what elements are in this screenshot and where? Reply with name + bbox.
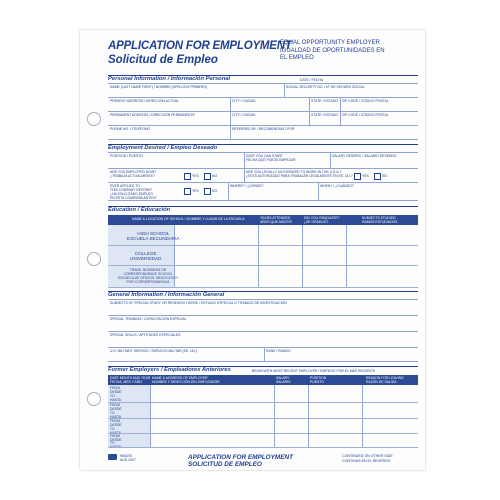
present-address-label: PRESENT ADDRESS / DIRECCIÓN ACTUAL <box>110 99 180 103</box>
to-label: TO HASTA <box>110 441 122 449</box>
zip-label: ZIP CODE / CÓDIGO POSTAL <box>342 99 389 103</box>
name-field[interactable] <box>108 97 418 98</box>
position-field[interactable] <box>108 168 418 169</box>
binder-hole <box>87 392 101 406</box>
to-label: TO HASTA <box>110 394 122 402</box>
employer-row[interactable] <box>108 418 418 419</box>
former-employers-instruction: BEGIN WITH MOST RECENT EMPLOYER / EMPIECE POR EL MÁS RECIENTE <box>252 369 376 373</box>
legal-no-checkbox[interactable] <box>374 173 381 180</box>
position-label: POSITION / PUESTO <box>110 154 143 158</box>
college-row-label: COLLEGE UNIVERSIDAD <box>130 251 162 262</box>
present-address-field[interactable] <box>108 111 418 112</box>
employer-row[interactable] <box>108 447 418 448</box>
employed-now-label: ARE YOU EMPLOYED NOW? ¿TRABAJA ACTUALMENTE? <box>110 170 157 178</box>
name-label: NAME (LAST NAME FIRST) / NOMBRE (APELLIDO PRIMERO) <box>110 85 208 89</box>
employer-row[interactable] <box>108 402 418 403</box>
general-info-heading: General Information / Información General <box>108 292 225 298</box>
where-label: WHERE? / ¿DÓNDE? <box>230 184 264 188</box>
special-study-label: SUBJECTS OF SPECIAL STUDY OR RESEARCH WORK / ESTUDIO ESPECIAL O TRABAJO DE INVESTIGACIÓN <box>110 301 287 305</box>
military-service-field[interactable] <box>108 361 418 362</box>
from-label: FROM DESDE <box>110 386 122 394</box>
employed-yes-checkbox[interactable] <box>184 173 191 180</box>
footer-title-english: APPLICATION FOR EMPLOYMENT <box>188 454 293 461</box>
to-label: TO HASTA <box>110 427 122 435</box>
education-row[interactable] <box>108 265 418 266</box>
binder-hole <box>87 252 101 266</box>
rank-label: RANK / RANGO <box>266 349 291 353</box>
city-label: CITY / CIUDAD <box>232 99 256 103</box>
applied-no-checkbox[interactable] <box>204 188 211 195</box>
ssn-label: SOCIAL SECURITY NO. / N° DE SEGURO SOCIAL <box>286 85 365 89</box>
form-title-spanish: Solicitud de Empleo <box>108 54 218 66</box>
binder-hole <box>87 112 101 126</box>
employment-desired-heading: Employment Desired / Empleo Deseado <box>108 145 218 151</box>
trade-school-row-label: TRADE, BUSINESS OR CORRESPONDENCE SCHOOL ESCUELA DE OFICIOS, NEGOCIOS O POR CORRESPONDENCIA <box>118 268 178 284</box>
special-study-field[interactable] <box>108 315 418 316</box>
employed-no-checkbox[interactable] <box>204 173 211 180</box>
education-table-header: NAME & LOCATION OF SCHOOL / NOMBRE Y LUGAR DE LA ESCUELA YEARS ATTENDED AÑOS QUE ASISTIÓ DID YOU GRADUATE? ¿SE GRADUÓ? SUBJECTS STUDIED RAMOS ESTUDIADOS <box>108 215 418 225</box>
applied-yes-checkbox[interactable] <box>184 188 191 195</box>
application-form-page: APPLICATION FOR EMPLOYMENT Solicitud de Empleo EQUAL OPPORTUNITY EMPLOYER IGUALDAD DE OPORTUNIDADES EN EL EMPLEO Personal Information / Información Personal DATE / FECHA NAME (LAST NAME FIRST) / NOMBRE (APELLIDO PRIMERO) SOCIAL SECURITY NO. / N° DE SEGURO SOCIAL PRESENT ADDRESS / DIRECCIÓN ACTUAL CITY / CIUDAD STATE / ESTADO ZIP CODE / CÓDIGO POSTAL PERMANENT ADDRESS / DIRECCIÓN PERMANENTE CITY / CIUDAD STATE / ESTADO ZIP CODE / CÓDIGO POSTAL PHONE NO. / TELÉFONO REFERRED BY / RECOMENDADO POR Employment Desired / Empleo Deseado POSITION / PUESTO DATE YOU CAN START FECHA QUE PUEDE EMPEZAR SALARY DESIRED / SALARIO DESEADO ARE YOU EMPLOYED NOW? ¿TRABAJA ACTUALMENTE? YES NO ARE YOU LEGALLY AUTHORIZED TO WORK IN THE U.S.A.? ¿ESTÁ AUTORIZADO PARA TRABAJAR LEGALMENTE EN EE. UU.? YES NO EVER APPLIED TO THIS COMPANY BEFORE? ¿HA SOLICITADO EMPLEO EN ESTA COMPAÑÍA ANTES? YES NO WHERE? / ¿DÓNDE? WHEN? / ¿CUÁNDO? Education / Educación NAME & LOCATION OF SCHOOL / NOMBRE Y LUGAR DE LA ESCUELA YEARS ATTENDED AÑOS QUE ASISTIÓ DID YOU GRADUATE? ¿SE GRADUÓ? SUBJECTS STUDIED RAMOS ESTUDIADOS HIGH SCHOOL ESCUELA SECUNDARIA COLLEGE UNIVERSIDAD TRADE, BUSINESS OR CORRESPONDENCE SCHOOL ESCUELA DE OFICIOS, NEGOCIOS O POR CORRESPONDENCIA General Information / Información General SUBJECTS OF SPECIAL STUDY OR RESEARCH WORK / ESTUDIO ESPECIAL O TRABAJO DE INVESTIGACIÓN SPECIAL TRAINING / CAPACITACIÓN ESPECIAL SPECIAL SKILLS / APTITUDES ESPECIALES U.S. MILITARY SERVICE / SERVICIO MILITAR (EE. UU.) RANK / RANGO Former Employers / Empleadores Anteriores BEGIN WITH MOST RECENT EMPLOYER / EMPIECE POR EL MÁS RECIENTE DATE MONTH AND YEAR FECHA, MES Y AÑO NAME & ADDRESS OF EMPLOYER NOMBRE Y DIRECCIÓN DEL EMPLEADOR SALARY SALARIO POSITION PUESTO REASON FOR LEAVING RAZÓN DE SALIDA FROM DESDE TO HASTA FROM DESDE TO HASTA FROM DESDE TO HASTA FROM DESDE TO HASTA 9661ES AUG 2007 APPLICATION FOR EMPLOYMENT SOLICITUD DE EMPLEO CONTINUED ON OTHER SIDE CONTINÚA EN EL REVERSO <box>80 30 425 470</box>
footer-title-spanish: SOLICITUD DE EMPLEO <box>188 461 262 468</box>
special-skills-label: SPECIAL SKILLS / APTITUDES ESPECIALES <box>110 333 181 337</box>
form-title-english: APPLICATION FOR EMPLOYMENT <box>108 40 292 52</box>
special-skills-field[interactable] <box>108 347 418 348</box>
permanent-address-label: PERMANENT ADDRESS / DIRECCIÓN PERMANENTE <box>110 113 195 117</box>
when-label: WHEN? / ¿CUÁNDO? <box>320 184 354 188</box>
personal-info-heading: Personal Information / Información Personal <box>108 76 231 82</box>
start-date-label: DATE YOU CAN START FECHA QUE PUEDE EMPEZAR <box>246 154 296 162</box>
brand-logo-icon <box>108 454 117 460</box>
permanent-address-field[interactable] <box>108 125 418 126</box>
state-label: STATE / ESTADO <box>311 113 338 117</box>
education-heading: Education / Educación <box>108 207 171 213</box>
city-label: CITY / CIUDAD <box>232 113 256 117</box>
zip-label: ZIP CODE / CÓDIGO POSTAL <box>342 113 389 117</box>
to-label: TO HASTA <box>110 411 122 419</box>
phone-label: PHONE NO. / TELÉFONO <box>110 127 151 131</box>
legal-to-work-label: ARE YOU LEGALLY AUTHORIZED TO WORK IN THE U.S.A.? ¿ESTÁ AUTORIZADO PARA TRABAJAR LEGALMENTE EN EE. UU.? <box>246 170 353 178</box>
from-label: FROM DESDE <box>110 434 122 442</box>
equal-opportunity-statement: EQUAL OPPORTUNITY EMPLOYER IGUALDAD DE OPORTUNIDADES EN EL EMPLEO <box>280 40 385 61</box>
employer-row[interactable] <box>108 433 418 434</box>
state-label: STATE / ESTADO <box>311 99 338 103</box>
salary-label: SALARY DESIRED / SALARIO DESEADO <box>332 154 397 158</box>
former-employers-heading: Former Employers / Empleadores Anteriores <box>108 367 231 373</box>
education-row[interactable] <box>108 245 418 246</box>
referred-by-label: REFERRED BY / RECOMENDADO POR <box>232 127 295 131</box>
date-label: DATE / FECHA <box>300 78 324 82</box>
legal-yes-checkbox[interactable] <box>354 173 361 180</box>
special-training-field[interactable] <box>108 331 418 332</box>
continued-note: CONTINUED ON OTHER SIDE CONTINÚA EN EL REVERSO <box>342 454 393 463</box>
military-service-label: U.S. MILITARY SERVICE / SERVICIO MILITAR (EE. UU.) <box>110 349 198 353</box>
former-employers-table-header: DATE MONTH AND YEAR FECHA, MES Y AÑO NAME & ADDRESS OF EMPLOYER NOMBRE Y DIRECCIÓN DEL EMPLEADOR SALARY SALARIO POSITION PUESTO REASON FOR LEAVING RAZÓN DE SALIDA <box>108 375 418 385</box>
special-training-label: SPECIAL TRAINING / CAPACITACIÓN ESPECIAL <box>110 317 187 321</box>
from-label: FROM DESDE <box>110 419 122 427</box>
education-row[interactable] <box>108 287 418 288</box>
form-model-number: 9661ES AUG 2007 <box>120 454 136 463</box>
high-school-row-label: HIGH SCHOOL ESCUELA SECUNDARIA <box>127 231 180 242</box>
applied-before-label: EVER APPLIED TO THIS COMPANY BEFORE? ¿HA SOLICITADO EMPLEO EN ESTA COMPAÑÍA ANTES? <box>110 184 157 200</box>
phone-field[interactable] <box>108 139 418 140</box>
from-label: FROM DESDE <box>110 403 122 411</box>
